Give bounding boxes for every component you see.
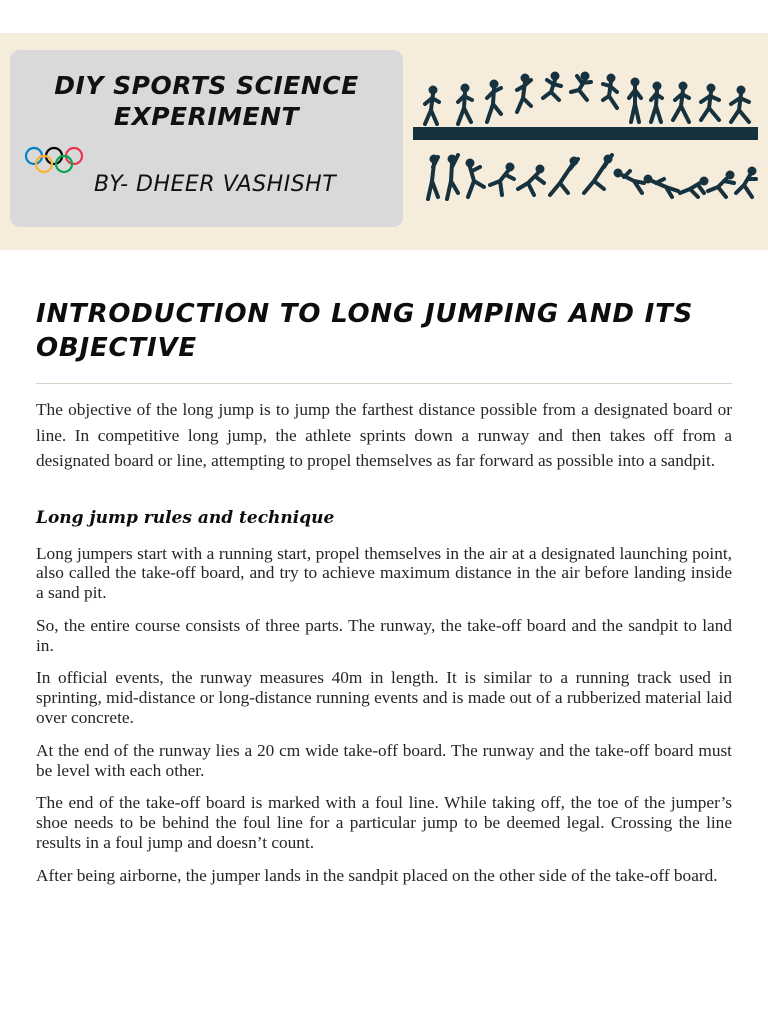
- athlete-figure: [644, 175, 678, 197]
- athlete-figure: [629, 78, 641, 122]
- section-subheading: Long jump rules and technique: [36, 507, 335, 528]
- rules-paragraph: So, the entire course consists of three parts. The runway, the take-off board and the sandpit to land in.: [36, 615, 732, 655]
- rules-paragraph: The end of the take-off board is marked with a foul line. While taking off, the toe of the jumper’s shoe needs to be behind the foul line for a particular jump to be deemed legal. Crossing the line results in a foul jump and doesn’t count.: [36, 793, 732, 853]
- athlete-figure: [584, 155, 612, 193]
- rules-paragraph: After being airborne, the jumper lands in the sandpit placed on the other side of the take-off board.: [36, 865, 718, 885]
- athlete-figure: [447, 155, 458, 199]
- ring-blue: [26, 148, 42, 164]
- rules-paragraph: In official events, the runway measures 40m in length. It is similar to a running track used in sprinting, mid-distance or long-distance running events and is made out of a rubberized material laid over concrete.: [36, 668, 732, 728]
- athlete-figure: [736, 167, 756, 197]
- athlete-figure: [518, 165, 544, 195]
- long-jump-sequence-icon: [413, 70, 758, 142]
- athlete-figure: [543, 72, 561, 100]
- athlete-figure: [458, 84, 472, 124]
- athlete-figure: [614, 169, 644, 193]
- athlete-figure: [466, 159, 484, 197]
- divider: [36, 383, 732, 384]
- ring-black: [46, 148, 62, 164]
- athlete-figure: [680, 177, 708, 197]
- olympic-rings-icon: [23, 146, 85, 176]
- article-heading: INTRODUCTION TO LONG JUMPING AND ITS OBJECTIVE: [36, 299, 694, 363]
- athlete-figure: [701, 84, 719, 120]
- rules-paragraph: At the end of the runway lies a 20 cm wide take-off board. The runway and the take-off board must be level with each other.: [36, 740, 732, 780]
- athlete-figure: [651, 82, 662, 122]
- athlete-figure: [731, 86, 749, 122]
- athlete-figure: [673, 82, 689, 122]
- rules-paragraph: Long jumpers start with a running start, propel themselves in the air at a designated launching point, also called the take-off board, and try to achieve maximum distance in the air before landing inside a sand pit.: [36, 543, 732, 603]
- banner-title: DIY SPORTS SCIENCE EXPERIMENT: [54, 71, 359, 131]
- intro-paragraph: The objective of the long jump is to jump the farthest distance possible from a designated board or line. In competitive long jump, the athlete sprints down a runway and then takes off from a designated board or line, attempting to propel themselves as far forward as possible into a sandpit.: [36, 400, 732, 470]
- athlete-figure: [428, 155, 438, 199]
- athlete-figure: [517, 74, 531, 112]
- athlete-figure: [487, 80, 501, 122]
- author-line: BY- DHEER VASHISHT: [94, 172, 337, 197]
- athlete-figure: [603, 74, 617, 108]
- athlete-figure: [571, 72, 591, 100]
- athlete-figure: [550, 157, 578, 195]
- long-jump-flight-sequence-icon: [420, 153, 760, 205]
- ring-yellow: [36, 156, 52, 172]
- athlete-figure: [490, 163, 514, 195]
- ring-green: [56, 156, 72, 172]
- athlete-figure: [425, 86, 439, 124]
- track-bar: [413, 127, 758, 140]
- ring-red: [66, 148, 82, 164]
- article-body: [36, 397, 732, 899]
- athlete-figure: [708, 171, 734, 197]
